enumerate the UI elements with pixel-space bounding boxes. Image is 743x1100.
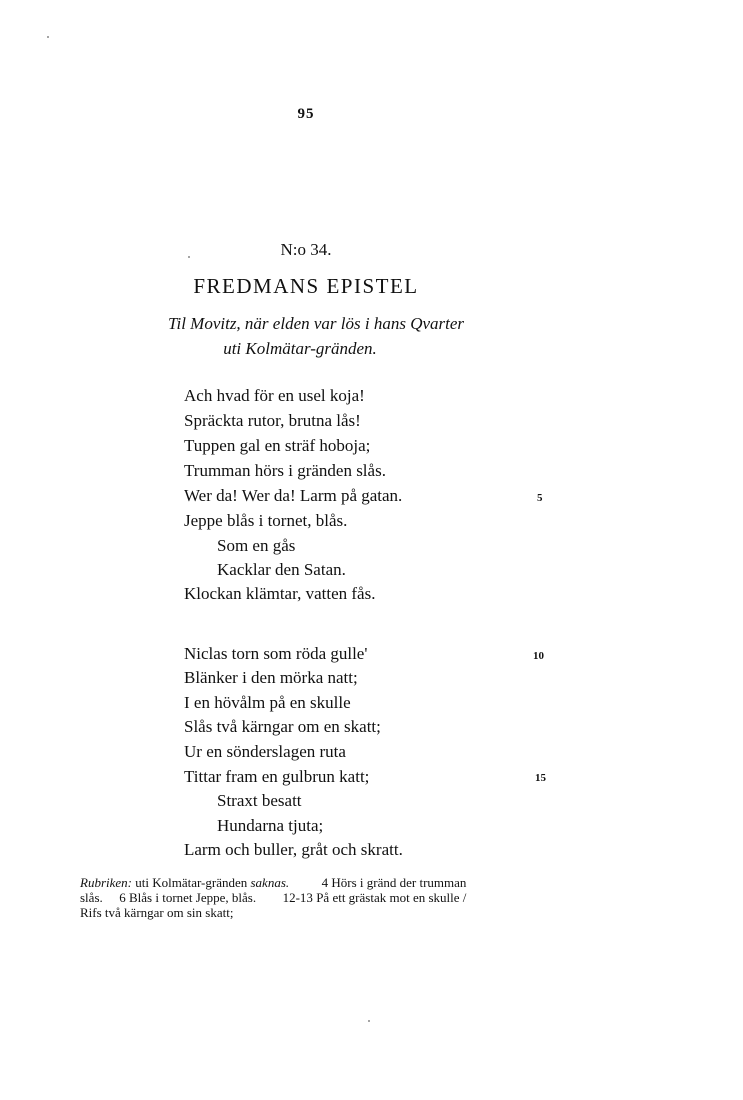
subtitle-line-2: uti Kolmätar-gränden. <box>223 339 377 358</box>
footnote-text: Blås i tornet Jeppe, blås. <box>129 890 257 905</box>
verse-line: I en hövålm på en skulle <box>184 693 351 712</box>
scan-speck <box>368 1020 370 1022</box>
verse-line: Niclas torn som röda gulle' <box>184 644 368 663</box>
footnote-line-3 <box>80 905 540 920</box>
footnote-text: På ett grästak mot en skulle / <box>316 890 467 905</box>
subtitle-line-1: Til Movitz, när elden var lös i hans Qvarter <box>167 314 465 333</box>
verse-line: Trumman hörs i gränden slås. <box>184 461 386 480</box>
verse-line: Som en gås <box>217 536 296 555</box>
footnote-number: 12-13 <box>282 890 313 905</box>
verse-line: Ach hvad för en usel koja! <box>184 386 365 405</box>
verse-line: Klockan klämtar, vatten fås. <box>184 584 376 603</box>
footnote-number: 4 <box>321 875 329 890</box>
verse-line: Tittar fram en gulbrun katt; <box>184 767 370 786</box>
footnote-text: Rifs två kärngar om sin skatt; <box>80 905 234 920</box>
verse-line: Larm och buller, gråt och skratt. <box>184 840 403 859</box>
footnote-rubrik-saknas: saknas. <box>250 875 290 890</box>
footnote-line-1 <box>80 875 540 890</box>
line-number: 5 <box>537 492 543 504</box>
verse-line: Slås två kärngar om en skatt; <box>184 717 381 736</box>
epistle-number: N:o 34. <box>280 240 332 259</box>
verse-line: Kacklar den Satan. <box>217 560 346 579</box>
footnote-text: Hörs i gränd der trumman <box>331 875 467 890</box>
footnote-rubrik-label: Rubriken: <box>80 875 132 890</box>
page-number: 95 <box>297 106 315 122</box>
verse-line: Wer da! Wer da! Larm på gatan. <box>184 486 403 505</box>
scan-speck <box>188 256 190 258</box>
epistle-title: FREDMANS EPISTEL <box>193 274 419 298</box>
verse-line: Hundarna tjuta; <box>217 816 324 835</box>
verse-line: Spräckta rutor, brutna lås! <box>184 411 361 430</box>
verse-line: Tuppen gal en sträf hoboja; <box>184 436 371 455</box>
verse-line: Jeppe blås i tornet, blås. <box>184 511 348 530</box>
footnote-number: 6 <box>119 890 126 905</box>
line-number: 15 <box>535 772 546 784</box>
verse-line: Blänker i den mörka natt; <box>184 668 358 687</box>
footnote-line-2 <box>80 890 540 905</box>
line-number: 10 <box>533 650 544 662</box>
scan-speck <box>47 36 49 38</box>
verse-line: Straxt besatt <box>217 791 302 810</box>
footnote-rubrik-text: uti Kolmätar-gränden <box>135 875 248 890</box>
footnote-text: slås. <box>80 890 103 905</box>
footnotes <box>80 875 540 920</box>
verse-line: Ur en sönderslagen ruta <box>184 742 346 761</box>
